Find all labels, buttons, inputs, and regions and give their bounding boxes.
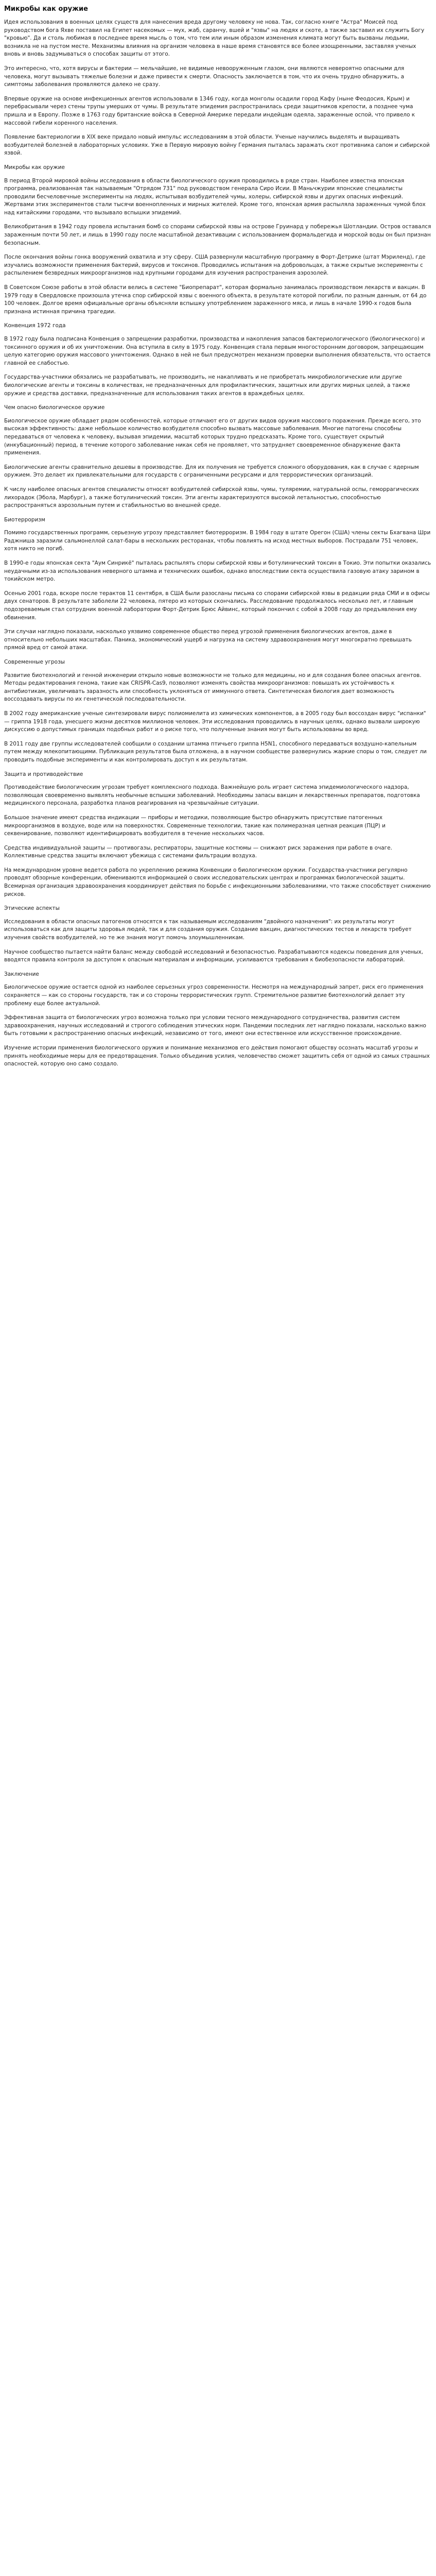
article-paragraph: Научное сообщество пытается найти баланс между свободой исследований и безопасностью. Разрабатываются кодексы поведения для ученых, вводятся правила контроля за доступом к опасным материалам и информации, усиливаются требования к биобезопасности лабораторий. [4, 948, 425, 963]
article-body [4, 19, 432, 1069]
article-paragraph: В 2002 году американские ученые синтезировали вирус полиомиелита из химических компонентов, а в 2005 году был воссоздан вирус "испанки" — гриппа 1918 года, унесшего жизни десятков миллионов человек. Эти исследования проводились в научных целях, однако вызвали широкую дискуссию о допустимых границах подобных работ и о риске того, что полученные знания могут быть использованы во вред. [4, 710, 428, 733]
section-heading: Чем опасно биологическое оружие [4, 404, 105, 411]
section-heading: Биотерроризм [4, 516, 45, 523]
article-paragraph: Исследования в области опасных патогенов относятся к так называемым исследованиям "двойного назначения": их результаты могут использоваться как для защиты здоровья людей, так и для создания оружия. Создание вакцин, диагностических тестов и лекарств требует изучения свойств возбудителей, но те же знания могут помочь злоумышленникам. [4, 918, 413, 941]
article-paragraph: Биологические агенты сравнительно дешевы в производстве. Для их получения не требуется сложного оборудования, как в случае с ядерным оружием. Это делает их привлекательными для государств с ограниченными ресурсами и для террористических организаций. [4, 464, 421, 479]
article-paragraph: Биологическое оружие обладает рядом особенностей, которые отличают его от других видов оружия массового поражения. Прежде всего, это высокая эффективность: даже небольшое количество возбудителя способно вызвать массовые заболевания. Многие патогены способны передаваться от человека к человеку, вызывая эпидемии, масштаб которых трудно предсказать. Кроме того, существует скрытый (инкубационный) период, в течение которого заболевание никак себя не проявляет, что затрудняет своевременное обнаружение факта применения. [4, 417, 423, 456]
article-paragraph: Средства индивидуальной защиты — противогазы, респираторы, защитные костюмы — снижают риск заражения при работе в очаге. Коллективные средства защиты включают убежища с системами фильтрации воздуха. [4, 844, 394, 859]
article-paragraph: Великобритания в 1942 году провела испытания бомб со спорами сибирской язвы на острове Груинард у побережья Шотландии. Остров оставался зараженным почти 50 лет, и лишь в 1990 году после масштабной дезактивации с использованием формальдегида и морской воды он был признан безопасным. [4, 224, 433, 246]
article-paragraph: В 1972 году была подписана Конвенция о запрещении разработки, производства и накопления запасов бактериологического (биологического) и токсинного оружия и об их уничтожении. Она вступила в силу в 1975 году. Конвенция стала первым многосторонним договором, запрещающим целую категорию оружия массового уничтожения. Однако в ней не был предусмотрен механизм проверки выполнения обязательств, что остается главной ее слабостью. [4, 336, 432, 366]
article-paragraph: Осенью 2001 года, вскоре после терактов 11 сентября, в США были разосланы письма со спорами сибирской язвы в редакции ряда СМИ и в офисы двух сенаторов. В результате заболели 22 человека, пятеро из которых скончались. Расследование продолжалось несколько лет, и главным подозреваемым стал сотрудник военной лаборатории Форт-Детрик Брюс Айвинс, который покончил с собой в 2008 году до предъявления ему обвинения. [4, 590, 431, 621]
page-title: Микробы как оружие [4, 5, 88, 13]
article-paragraph: Биологическое оружие остается одной из наиболее серьезных угроз современности. Несмотря на международный запрет, риск его применения сохраняется — как со стороны государств, так и со стороны террористических групп. Стремительное развитие биотехнологий делает эту проблему еще более актуальной. [4, 984, 425, 1007]
article-paragraph: В 2011 году две группы исследователей сообщили о создании штамма птичьего гриппа H5N1, способного передаваться воздушно-капельным путем между млекопитающими. Публикация результатов была отложена, а в научном сообществе развернулись жаркие споры о том, следует ли проводить подобные эксперименты и как контролировать доступ к их результатам. [4, 740, 429, 763]
article-paragraph: Противодействие биологическим угрозам требует комплексного подхода. Важнейшую роль играет система эпидемиологического надзора, позволяющая своевременно выявлять необычные вспышки заболеваний. Необходимы запасы вакцин и лекарственных препаратов, подготовка медицинского персонала, разработка планов реагирования на чрезвычайные ситуации. [4, 784, 422, 807]
article-paragraph: Появление бактериологии в XIX веке придало новый импульс исследованиям в этой области. Ученые научились выделять и выращивать возбудителей болезней в лабораторных условиях. Уже в Первую мировую войну Германия пыталась заражать скот противника сапом и сибирской язвой. [4, 134, 432, 157]
article-paragraph: Эффективная защита от биологических угроз возможна только при условии тесного международного сотрудничества, развития систем здравоохранения, научных исследований и строгого соблюдения этических норм. Пандемии последних лет наглядно показали, насколько важно быть готовыми к распространению опасных инфекций, независимо от того, имеют они естественное или искусственное происхождение. [4, 1014, 428, 1037]
article-paragraph: Впервые оружие на основе инфекционных агентов использовали в 1346 году, когда монголы осадили город Кафу (ныне Феодосия, Крым) и перебрасывали через стены трупы умерших от чумы. В результате эпидемия распространилась среди защитников крепости, а позднее чума пришла и в Европу. Позже в 1763 году британские войска в Северной Америке передали индейцам одеяла, зараженные оспой, что привело к массовой гибели коренного населения. [4, 95, 417, 126]
section-heading: Заключение [4, 971, 39, 977]
article-paragraph: К числу наиболее опасных агентов специалисты относят возбудителей сибирской язвы, чумы, туляремии, натуральной оспы, геморрагических лихорадок (Эбола, Марбург), а также ботулинический токсин. Эти агенты характеризуются высокой летальностью, способностью распространяться аэрозольным путем и стабильностью во внешней среде. [4, 486, 421, 509]
section-heading: Современные угрозы [4, 659, 65, 665]
article-paragraph: В Советском Союзе работы в этой области велись в системе "Биопрепарат", которая формально занималась производством лекарств и вакцин. В 1979 году в Свердловске произошла утечка спор сибирской язвы с военного объекта, в результате которой погибли, по разным данным, от 64 до 100 человек. Долгое время официальные органы объясняли вспышку употреблением зараженного мяса, и лишь в начале 1990-х годов была признана истинная причина трагедии. [4, 284, 428, 315]
article-paragraph: На международном уровне ведется работа по укреплению режима Конвенции о биологическом оружии. Государства-участники регулярно проводят обзорные конференции, обмениваются информацией о своих исследовательских центрах и программах биологической защиты. Всемирная организация здравоохранения координирует действия по борьбе с инфекционными заболеваниями, что также способствует снижению рисков. [4, 867, 432, 897]
section-heading: Микробы как оружие [4, 164, 65, 171]
article-paragraph: В период Второй мировой войны исследования в области биологического оружия проводились в ряде стран. Наиболее известна японская программа, реализованная так называемым "Отрядом 731" под руководством генерала Сиро Исии. В Маньчжурии японские специалисты проводили бесчеловечные эксперименты на людях, испытывая возбудителей чумы, холеры, сибирской язвы и других опасных инфекций. Жертвами этих экспериментов стали тысячи военнопленных и мирных жителей. Кроме того, японская армия распыляла зараженных чумой блох над китайскими городами, что вызывало вспышки эпидемий. [4, 177, 428, 216]
article-paragraph: Эти случаи наглядно показали, насколько уязвимо современное общество перед угрозой применения биологических агентов, даже в относительно небольших масштабах. Паника, экономический ущерб и нагрузка на систему здравоохранения могут многократно превышать прямой вред от самой атаки. [4, 629, 414, 651]
article-paragraph: Помимо государственных программ, серьезную угрозу представляет биотерроризм. В 1984 году в штате Орегон (США) члены секты Бхагвана Шри Раджниша заразили сальмонеллой салат-бары в нескольких ресторанах, чтобы повлиять на исход местных выборов. Пострадали 751 человек, хотя никто не погиб. [4, 530, 432, 552]
article-paragraph: Изучение истории применения биологического оружия и понимание механизмов его действия помогают обществу осознать масштаб угрозы и принять необходимые меры для ее предотвращения. Только объединив усилия, человечество сможет защитить себя от одной из самых страшных опасностей, которую оно само создало. [4, 1044, 432, 1067]
article-paragraph: После окончания войны гонка вооружений охватила и эту сферу. США развернули масштабную программу в Форт-Детрике (штат Мэриленд), где изучались возможности применения бактерий, вирусов и токсинов. Проводились испытания на добровольцах, а также скрытые эксперименты с распылением безвредных микроорганизмов над крупными городами для изучения распространения аэрозолей. [4, 254, 427, 277]
article-paragraph: В 1990-е годы японская секта "Аум Синрикё" пыталась распылять споры сибирской язвы и ботулинический токсин в Токио. Эти попытки оказались неудачными из-за использования неверного штамма и технических ошибок, однако впоследствии секта осуществила газовую атаку зарином в токийском метро. [4, 560, 433, 583]
section-heading: Конвенция 1972 года [4, 323, 66, 329]
section-heading: Этические аспекты [4, 905, 60, 912]
article-paragraph: Развитие биотехнологий и генной инженерии открыло новые возможности не только для медицины, но и для создания более опасных агентов. Методы редактирования генома, такие как CRISPR-Cas9, позволяют изменять свойства микроорганизмов: повышать их устойчивость к антибиотикам, увеличивать заразность или способность уклоняться от иммунного ответа. Синтетическая биология дает возможность воссоздавать вирусы по их генетической последовательности. [4, 672, 423, 703]
article-paragraph: Большое значение имеют средства индикации — приборы и методики, позволяющие быстро обнаружить присутствие патогенных микроорганизмов в воздухе, воде или на поверхностях. Современные технологии, такие как полимеразная цепная реакция (ПЦР) и секвенирование, позволяют идентифицировать возбудителя в течение нескольких часов. [4, 814, 388, 837]
article-paragraph: Государства-участники обязались не разрабатывать, не производить, не накапливать и не приобретать микробиологические или другие биологические агенты и токсины в количествах, не предназначенных для профилактических, защитных или других мирных целей, а также оружие и средства доставки, предназначенные для использования таких агентов в враждебных целях. [4, 374, 412, 397]
article-paragraph: Идея использования в военных целях существ для нанесения вреда другому человеку не нова. Так, согласно книге "Астра" Моисей под руководством бога Яхве поставил на Египет насекомых — мух, жаб, саранчу, вшей и "язвы" на людях и скоте, а также заставил их служить Богу "кровью". Да и столь любимая в последнее время мысль о том, что тем или иным образом изменения климата могут быть вызваны людьми, возникла не на пустом месте. Механизмы влияния на организм человека в наше время становятся все более изощренными, заставляя ученых вновь и вновь задумываться о способах защиты от этого. [4, 19, 426, 58]
section-heading: Защита и противодействие [4, 771, 83, 777]
article-paragraph: Это интересно, что, хотя вирусы и бактерии — мельчайшие, не видимые невооруженным глазом, они являются невероятно опасными для человека, могут вызывать тяжелые болезни и даже привести к смерти. Опасность заключается в том, что их очень трудно обнаружить, а симптомы заболевания проявляются далеко не сразу. [4, 65, 406, 88]
